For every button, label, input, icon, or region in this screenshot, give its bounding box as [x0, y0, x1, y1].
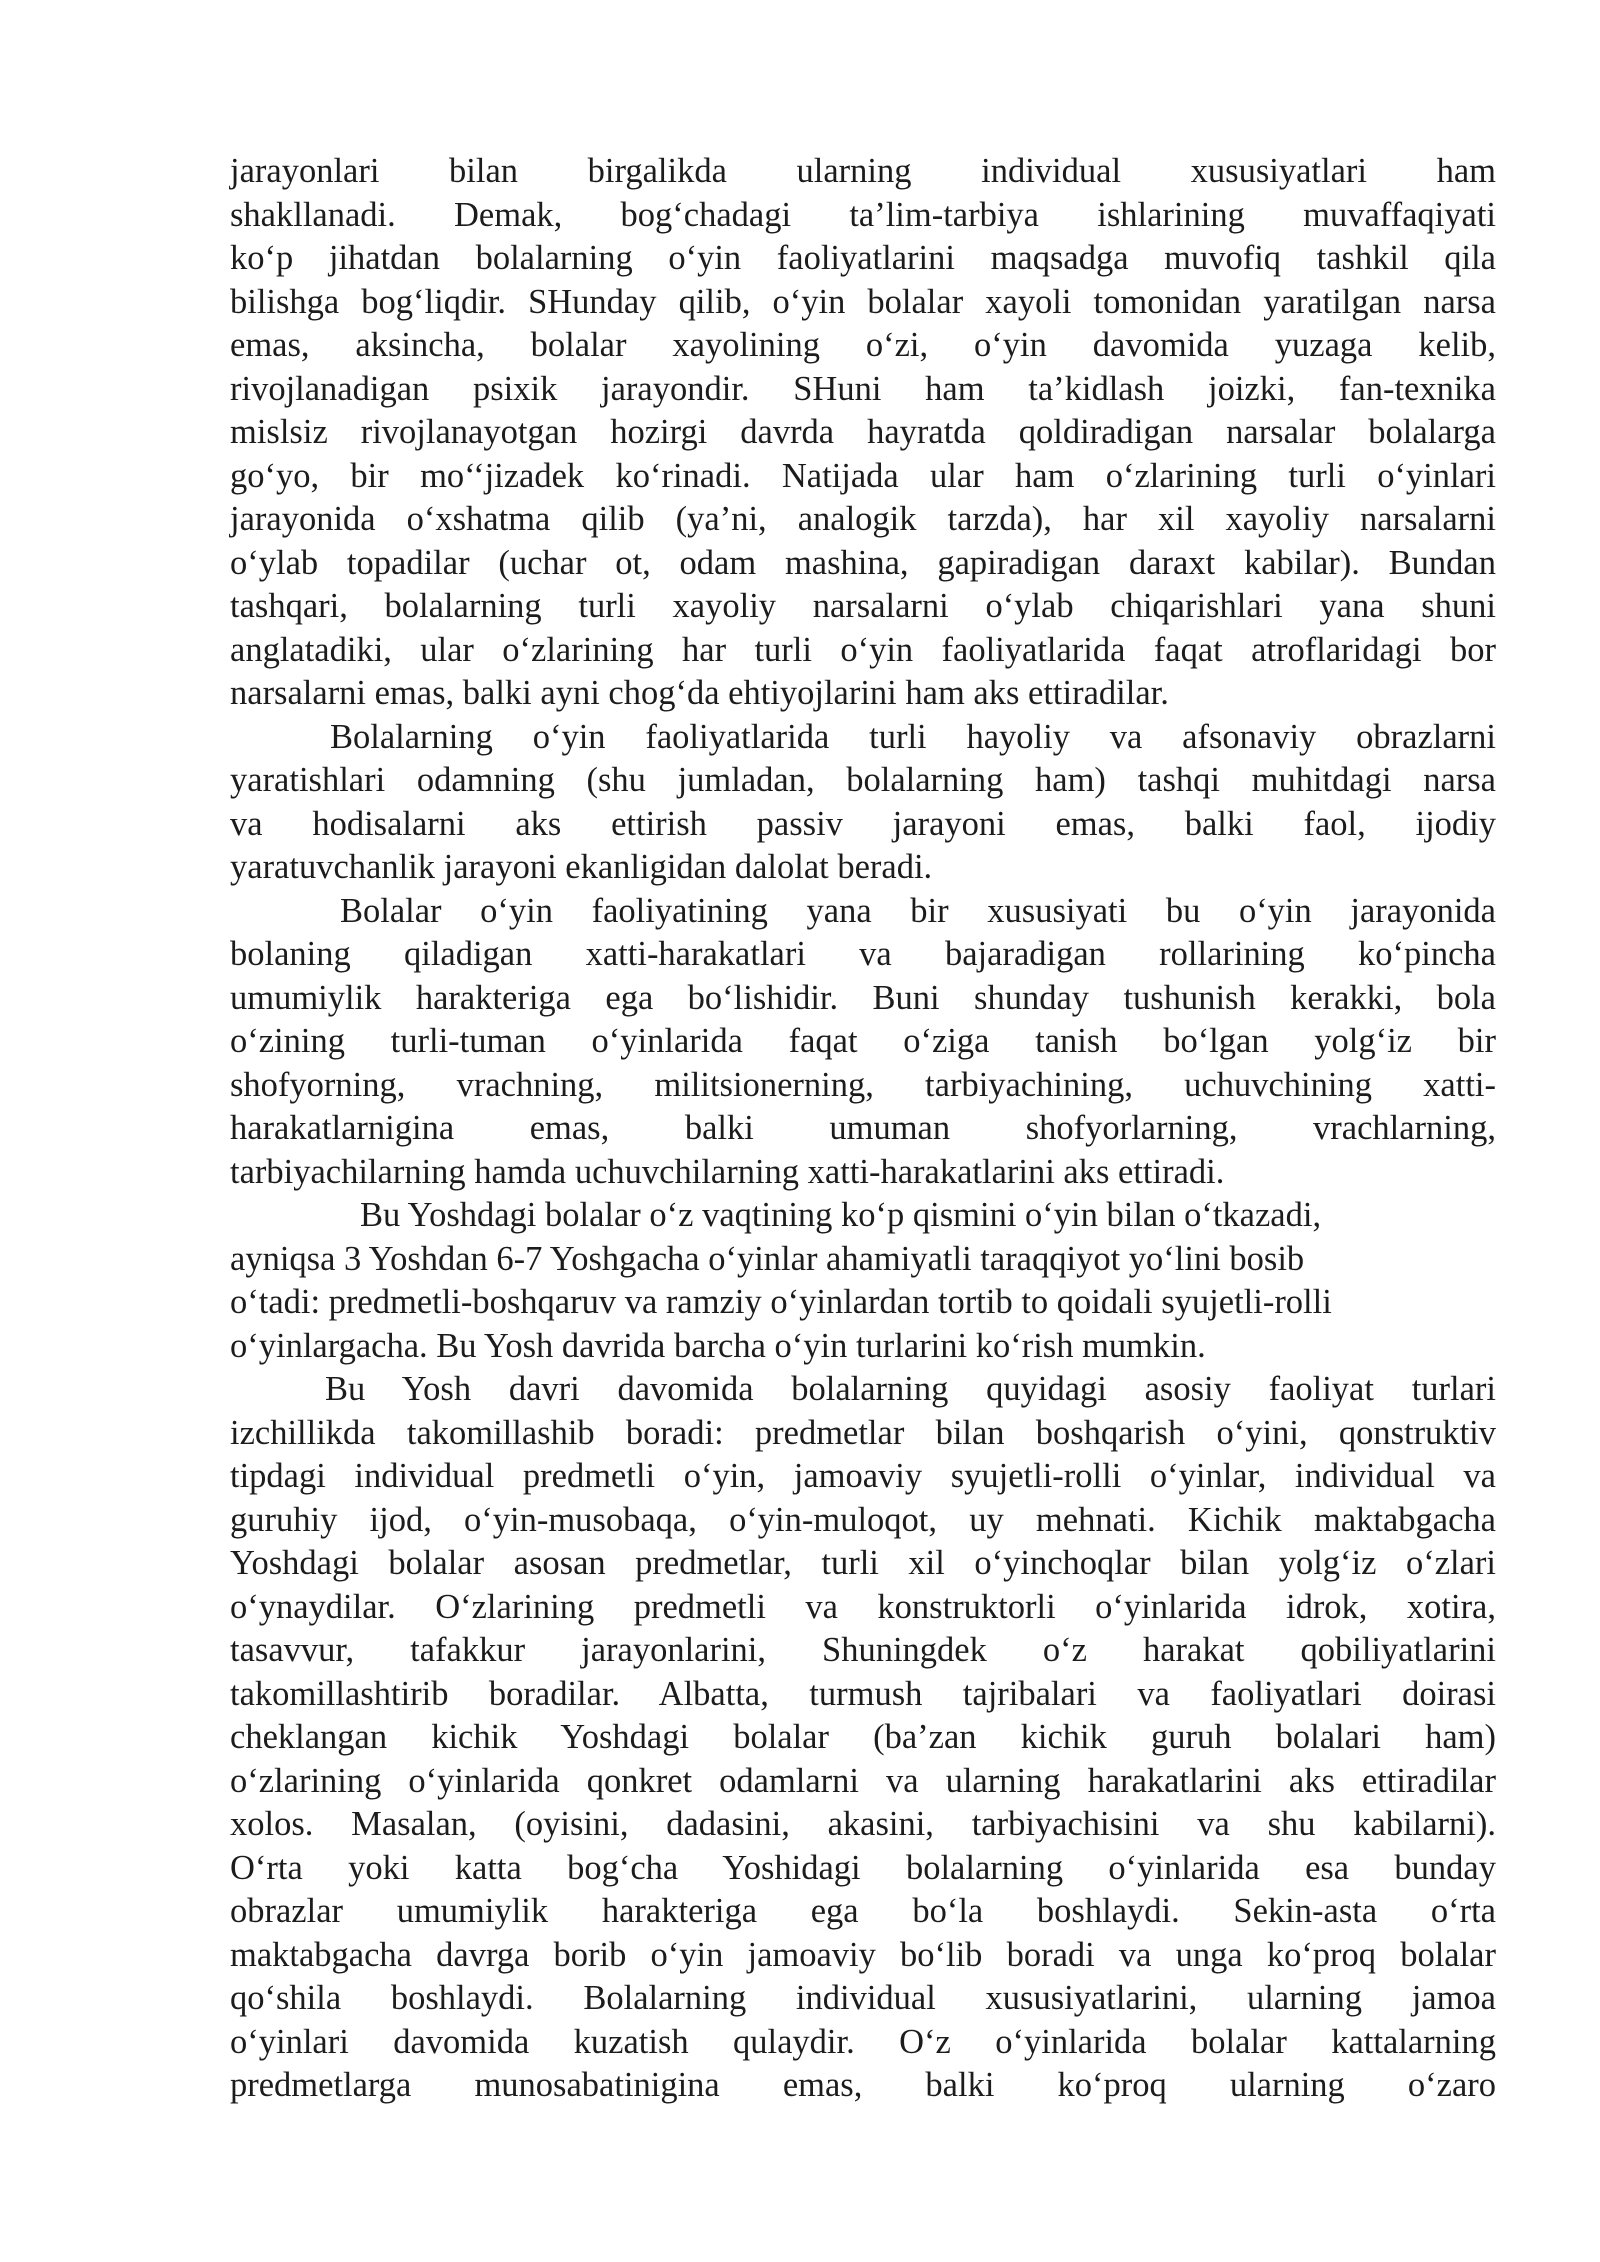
text-line: tasavvur, tafakkur jarayonlarini, Shuningdek o‘z harakat qobiliyatlarini [230, 1631, 1496, 1669]
text-line: anglatadiki, ular o‘zlarining har turli o‘yin faoliyatlarida faqat atroflaridagi bor [230, 630, 1496, 669]
text-line: o‘ynaydilar. O‘zlarining predmetli va konstruktorli o‘yinlarida idrok, xotira, [230, 1587, 1496, 1626]
text-line: tarbiyachilarning hamda uchuvchilarning xatti-harakatlarini aks ettiradi. [230, 1152, 1225, 1191]
text-line: Yoshdagi bolalar asosan predmetlar, turli xil o‘yinchoqlar bilan yolg‘iz o‘zlari [230, 1544, 1496, 1582]
text-line: emas, aksincha, bolalar xayolining o‘zi, o‘yin davomida yuzaga kelib, [230, 326, 1496, 364]
text-line: obrazlar umumiylik harakteriga ega bo‘la boshlaydi. Sekin-asta o‘rta [230, 1892, 1496, 1930]
text-line: o‘yinlargacha. Bu Yosh davrida barcha o‘yin turlarini ko‘rish mumkin. [230, 1326, 1206, 1365]
text-line: yaratishlari odamning (shu jumladan, bolalarning ham) tashqi muhitdagi narsa [230, 761, 1496, 799]
text-line: bolaning qiladigan xatti-harakatlari va bajaradigan rollarining ko‘pincha [230, 935, 1496, 973]
text-line: o‘tadi: predmetli-boshqaruv va ramziy o‘yinlardan tortib to qoidali syujetli-rolli [230, 1283, 1332, 1321]
text-line: qo‘shila boshlaydi. Bolalarning individual xususiyatlarini, ularning jamoa [230, 1979, 1496, 2017]
text-line: takomillashtirib boradilar. Albatta, turmush tajribalari va faoliyatlari doirasi [230, 1674, 1496, 1713]
text-line: shofyorning, vrachning, militsionerning, tarbiyachining, uchuvchining xatti- [230, 1065, 1496, 1104]
text-line: maktabgacha davrga borib o‘yin jamoaviy bo‘lib boradi va unga ko‘proq bolalar [230, 1935, 1496, 1974]
text-line: yaratuvchanlik jarayoni ekanligidan dalolat beradi. [230, 848, 933, 886]
text-line: o‘zlarining o‘yinlarida qonkret odamlarni va ularning harakatlarini aks ettiradilar [230, 1761, 1496, 1800]
text-line: ayniqsa 3 Yoshdan 6-7 Yoshgacha o‘yinlar ahamiyatli taraqqiyot yo‘lini bosib [230, 1239, 1305, 1278]
paragraph-1 [230, 150, 1496, 716]
text-line: va hodisalarni aks ettirish passiv jarayoni emas, balki faol, ijodiy [230, 804, 1496, 843]
text-line: Bu Yoshdagi bolalar o‘z vaqtining ko‘p qismini o‘yin bilan o‘tkazadi, [360, 1196, 1322, 1234]
text-line: o‘zining turli-tuman o‘yinlarida faqat o‘ziga tanish bo‘lgan yolg‘iz bir [230, 1022, 1496, 1060]
text-line: mislsiz rivojlanayotgan hozirgi davrda hayratda qoldiradigan narsalar bolalarga [230, 413, 1496, 451]
text-line: bilishga bog‘liqdir. SHunday qilib, o‘yin bolalar xayoli tomonidan yaratilgan narsa [230, 282, 1496, 321]
text-line: Bolalar o‘yin faoliyatining yana bir xususiyati bu o‘yin jarayonida [340, 891, 1496, 930]
text-line: o‘ylab topadilar (uchar ot, odam mashina, gapiradigan daraxt kabilar). Bundan [230, 543, 1496, 582]
text-line: go‘yo, bir mo‘‘jizadek ko‘rinadi. Natijada ular ham o‘zlarining turli o‘yinlari [230, 456, 1496, 495]
paragraph-5 [230, 1368, 1496, 2108]
text-line: jarayonlari bilan birgalikda ularning individual xususiyatlari ham [230, 152, 1496, 190]
document-page [230, 150, 1496, 2150]
text-line: guruhiy ijod, o‘yin-musobaqa, o‘yin-muloqot, uy mehnati. Kichik maktabgacha [230, 1500, 1496, 1539]
paragraph-4 [230, 1194, 1496, 1368]
text-line: predmetlarga munosabatinigina emas, balki ko‘proq ularning o‘zaro [230, 2066, 1496, 2104]
text-line: jarayonida o‘xshatma qilib (ya’ni, analogik tarzda), har xil xayoliy narsalarni [230, 500, 1496, 538]
paragraph-2 [230, 716, 1496, 890]
text-line: xolos. Masalan, (oyisini, dadasini, akasini, tarbiyachisini va shu kabilarni). [230, 1805, 1496, 1843]
text-line: O‘rta yoki katta bog‘cha Yoshidagi bolalarning o‘yinlarida esa bunday [230, 1848, 1496, 1887]
text-line: rivojlanadigan psixik jarayondir. SHuni ham ta’kidlash joizki, fan-texnika [230, 369, 1496, 408]
text-line: umumiylik harakteriga ega bo‘lishidir. Buni shunday tushunish kerakki, bola [230, 978, 1496, 1017]
text-line: tashqari, bolalarning turli xayoliy narsalarni o‘ylab chiqarishlari yana shuni [230, 587, 1496, 625]
text-line: ko‘p jihatdan bolalarning o‘yin faoliyatlarini maqsadga muvofiq tashkil qila [230, 239, 1496, 277]
text-line: harakatlarnigina emas, balki umuman shofyorlarning, vrachlarning, [230, 1109, 1496, 1147]
text-line: Bolalarning o‘yin faoliyatlarida turli hayoliy va afsonaviy obrazlarni [330, 717, 1496, 756]
text-line: tipdagi individual predmetli o‘yin, jamoaviy syujetli-rolli o‘yinlar, individual va [230, 1457, 1496, 1495]
paragraph-3 [230, 890, 1496, 1195]
text-line: o‘yinlari davomida kuzatish qulaydir. O‘z o‘yinlarida bolalar kattalarning [230, 2022, 1496, 2061]
text-line: cheklangan kichik Yoshdagi bolalar (ba’zan kichik guruh bolalari ham) [230, 1718, 1496, 1756]
text-line: Bu Yosh davri davomida bolalarning quyidagi asosiy faoliyat turlari [325, 1370, 1496, 1408]
text-line: shakllanadi. Demak, bog‘chadagi ta’lim-tarbiya ishlarining muvaffaqiyati [230, 195, 1496, 234]
text-line: narsalarni emas, balki ayni chog‘da ehtiyojlarini ham aks ettiradilar. [230, 674, 1169, 712]
text-line: izchillikda takomillashib boradi: predmetlar bilan boshqarish o‘yini, qonstruktiv [230, 1413, 1496, 1452]
